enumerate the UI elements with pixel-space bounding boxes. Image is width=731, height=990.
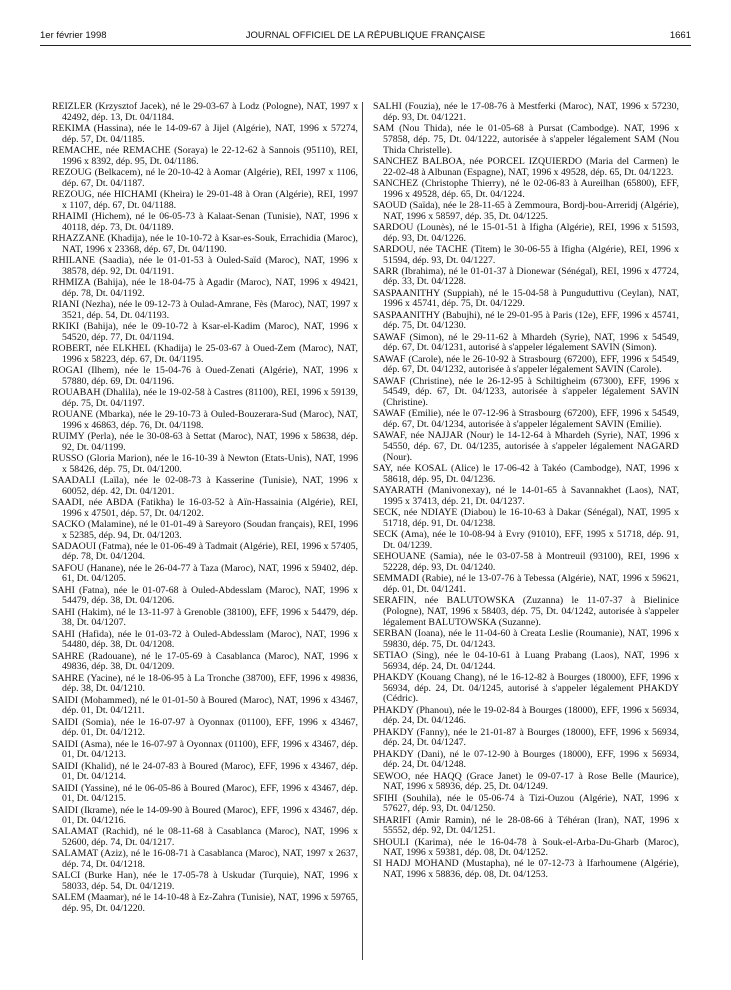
decree-entry: SAY, née KOSAL (Alice) le 17-06-42 à Takéo (Cambodge), NAT, 1996 x 58618, dép. 95, Dt. 04/1236. bbox=[373, 463, 679, 485]
decree-entry: SASPAANITHY (Babujhi), né le 29-01-95 à Paris (12e), EFF, 1996 x 45741, dép. 75, Dt. 04/1230. bbox=[373, 309, 679, 332]
decree-entry: SAIDI (Ikrame), née le 14-09-90 à Boured (Maroc), EFF, 1996 x 43467, dép. 01, Dt. 04/1216. bbox=[52, 804, 358, 827]
decree-entry: SAHRE (Yacine), né le 18-06-95 à La Tronche (38700), EFF, 1996 x 49836, dép. 38, Dt. 04/1210. bbox=[52, 672, 358, 695]
decree-entry: SAWAF (Carole), née le 26-10-92 à Strasbourg (67200), EFF, 1996 x 54549, dép. 67, Dt. 04/1232, autorisée à s'appeler légalement SAVIN (Carole). bbox=[373, 353, 679, 376]
decree-entry: SALAMAT (Aziz), né le 16-08-71 à Casablanca (Maroc), NAT, 1997 x 2637, dép. 74, Dt. 04/1218. bbox=[52, 848, 358, 871]
decree-entry: SFIHI (Souhila), née le 05-06-74 à Tizi-Ouzou (Algérie), NAT, 1996 x 57627, dép. 93, Dt. 04/1250. bbox=[373, 792, 679, 815]
decree-entry: REMACHE, née REMACHE (Soraya) le 22-12-62 à Sannois (95110), REI, 1996 x 8392, dép. 95, Dt. 04/1186. bbox=[52, 144, 358, 167]
decree-entry: SALAMAT (Rachid), né le 08-11-68 à Casablanca (Maroc), NAT, 1996 x 52600, dép. 74, Dt. 04/1217. bbox=[52, 826, 358, 849]
decree-entry: SANCHEZ (Christophe Thierry), né le 02-06-83 à Aureilhan (65800), EFF, 1996 x 49528, dép. 65, Dt. 04/1224. bbox=[373, 177, 679, 200]
decree-entry: SAM (Nou Thida), née le 01-05-68 à Pursat (Cambodge). NAT, 1996 x 57858, dép. 75, Dt. 04/1222, autorisée à s'appeler légalement SAM (Nou Thida Christelle). bbox=[373, 122, 679, 156]
decree-entry: SECK, née NDIAYE (Diabou) le 16-10-63 à Dakar (Sénégal), NAT, 1995 x 51718, dép. 91, Dt. 04/1238. bbox=[373, 507, 679, 529]
decree-entry: SEHOUANE (Samia), née le 03-07-58 à Montreuil (93100), REI, 1996 x 52228, dép. 93, Dt. 04/1240. bbox=[373, 551, 679, 573]
right-column bbox=[373, 102, 679, 962]
decree-entry: SAWAF, née NAJJAR (Nour) le 14-12-64 à Mhardeh (Syrie), NAT, 1996 x 54550, dép. 67, Dt. 04/1235, autorisée à s'appeler légalement NAGARD (Nour). bbox=[373, 430, 679, 463]
decree-entry: SAHI (Hafida), née le 01-03-72 à Ouled-Abdesslam (Maroc), NAT, 1996 x 54480, dép. 38, Dt. 04/1208. bbox=[52, 628, 358, 651]
decree-entry: SAYARATH (Manivonexay), né le 14-01-65 à Savannakhet (Laos), NAT, 1995 x 37413, dép. 21, Dt. 04/1237. bbox=[373, 485, 679, 507]
decree-entry: SAWAF (Simon), né le 29-11-62 à Mhardeh (Syrie), NAT, 1996 x 54549, dép. 67, Dt. 04/1231, autorisé à s'appeler légalement SAVIN (Simon). bbox=[373, 331, 679, 354]
decree-entry: SERBAN (Ioana), née le 11-04-60 à Creata Leslie (Roumanie), NAT, 1996 x 59830, dép. 75, Dt. 04/1243. bbox=[373, 627, 679, 650]
decree-entry: SHARIFI (Amir Ramin), né le 28-08-66 à Téhéran (Iran), NAT, 1996 x 55552, dép. 92, Dt. 04/1251. bbox=[373, 814, 679, 837]
decree-entry: ROBERT, née ELKHEL (Khadija) le 25-03-67 à Oued-Zem (Maroc), NAT, 1996 x 58223, dép. 67, Dt. 04/1195. bbox=[52, 342, 358, 365]
decree-entry: SAWAF (Christine), née le 26-12-95 à Schiltigheim (67300), EFF, 1996 x 54549, dép. 67, Dt. 04/1233, autorisée à s'appeler légalement SAVIN (Christine). bbox=[373, 375, 679, 409]
decree-entry: SALEM (Maamar), né le 14-10-48 à Ez-Zahra (Tunisie), NAT, 1996 x 59765, dép. 95, Dt. 04/1220. bbox=[52, 892, 358, 915]
decree-entry: RHILANE (Saadia), née le 01-01-53 à Ouled-Saïd (Maroc), NAT, 1996 x 38578, dép. 92, Dt. 04/1191. bbox=[52, 254, 358, 277]
decree-entry: ROGAI (Ilhem), née le 15-04-76 à Oued-Zenati (Algérie), NAT, 1996 x 57880, dép. 69, Dt. 04/1196. bbox=[52, 364, 358, 387]
decree-entry: PHAKDY (Fanny), née le 21-01-87 à Bourges (18000), EFF, 1996 x 56934, dép. 24, Dt. 04/1247. bbox=[373, 726, 679, 749]
decree-entry: REIZLER (Krzysztof Jacek), né le 29-03-67 à Lodz (Pologne), NAT, 1997 x 42492, dép. 13, Dt. 04/1184. bbox=[52, 102, 358, 123]
decree-entry: RHAZZANE (Khadija), née le 10-10-72 à Ksar-es-Souk, Errachidia (Maroc), NAT, 1996 x 23368, dép. 67, Dt. 04/1190. bbox=[52, 232, 358, 255]
decree-entry: PHAKDY (Phanou), née le 19-02-84 à Bourges (18000), EFF, 1996 x 56934, dép. 24, Dt. 04/1246. bbox=[373, 704, 679, 727]
decree-entry: SAOUD (Saïda), née le 28-11-65 à Zemmoura, Bordj-bou-Arreridj (Algérie), NAT, 1996 x 58597, dép. 35, Dt. 04/1225. bbox=[373, 199, 679, 222]
header-rule bbox=[40, 45, 691, 46]
decree-entry: RUSSO (Gloria Marion), née le 16-10-39 à Newton (Etats-Unis), NAT, 1996 x 58426, dép. 75, Dt. 04/1200. bbox=[52, 452, 358, 475]
decree-entry: SECK (Ama), née le 10-08-94 à Evry (91010), EFF, 1995 x 51718, dép. 91, Dt. 04/1239. bbox=[373, 529, 679, 551]
decree-entry: RKIKI (Bahija), née le 09-10-72 à Ksar-el-Kadim (Maroc), NAT, 1996 x 54520, dép. 77, Dt. 04/1194. bbox=[52, 320, 358, 343]
decree-entry: SHOULI (Karima), née le 16-04-78 à Souk-el-Arba-Du-Gharb (Maroc), NAT, 1996 x 59381, dép. 08, Dt. 04/1252. bbox=[373, 836, 679, 859]
decree-entry: PHAKDY (Dani), né le 07-12-90 à Bourges (18000), EFF, 1996 x 56934, dép. 24, Dt. 04/1248. bbox=[373, 748, 679, 771]
decree-entry: SARDOU (Lounès), né le 15-01-51 à Ifigha (Algérie), REI, 1996 x 51593, dép. 93, Dt. 04/1226. bbox=[373, 221, 679, 244]
decree-entry: SAHI (Hakim), né le 13-11-97 à Grenoble (38100), EFF, 1996 x 54479, dép. 38, Dt. 04/1207. bbox=[52, 606, 358, 629]
decree-entry: SETIAO (Sing), née le 04-10-61 à Luang Prabang (Laos), NAT, 1996 x 56934, dép. 24, Dt. 04/1244. bbox=[373, 649, 679, 672]
decree-entry: SAHRE (Radouane), né le 17-05-69 à Casablanca (Maroc), NAT, 1996 x 49836, dép. 38, Dt. 04/1209. bbox=[52, 650, 358, 673]
decree-entry: SAADALI (Laïla), née le 02-08-73 à Kasserine (Tunisie), NAT, 1996 x 60052, dép. 42, Dt. 04/1201. bbox=[52, 474, 358, 497]
decree-entry: SAIDI (Khalid), né le 24-07-83 à Boured (Maroc), EFF, 1996 x 43467, dép. 01, Dt. 04/1214. bbox=[52, 760, 358, 783]
entries-columns bbox=[40, 102, 691, 962]
decree-entry: SACKO (Malamine), né le 01-01-49 à Sareyoro (Soudan français), REI, 1996 x 52385, dép. 94, Dt. 04/1203. bbox=[52, 518, 358, 541]
decree-entry: SAFOU (Hanane), née le 26-04-77 à Taza (Maroc), NAT, 1996 x 59402, dép. 61, Dt. 04/1205. bbox=[52, 562, 358, 585]
header-title: JOURNAL OFFICIEL DE LA RÉPUBLIQUE FRANÇAISE bbox=[245, 30, 486, 41]
decree-entry: SAWAF (Emilie), née le 07-12-96 à Strasbourg (67200), EFF, 1996 x 54549, dép. 67, Dt. 04/1234, autorisée à s'appeler légalement SAVIN (Emilie). bbox=[373, 408, 679, 431]
decree-entry: ROUABAH (Dhalila), née le 19-02-58 à Castres (81100), REI, 1996 x 59139, dép. 75, Dt. 04/1197. bbox=[52, 386, 358, 409]
decree-entry: SAIDI (Yassine), né le 06-05-86 à Boured (Maroc), EFF, 1996 x 43467, dép. 01, Dt. 04/1215. bbox=[52, 782, 358, 805]
column-divider bbox=[362, 102, 363, 960]
decree-entry: RHMIZA (Bahija), née le 18-04-75 à Agadir (Maroc), NAT, 1996 x 49421, dép. 78, Dt. 04/1192. bbox=[52, 276, 358, 299]
decree-entry: SERAFIN, née BALUTOWSKA (Zuzanna) le 11-07-37 à Bielinice (Pologne), NAT, 1996 x 58403, dép. 75, Dt. 04/1242, autorisée à s'appeler légalement BALUTOWSKA (Suzanne). bbox=[373, 595, 679, 628]
left-column bbox=[52, 102, 358, 962]
decree-entry: SALCI (Burke Han), née le 17-05-78 à Uskudar (Turquie), NAT, 1996 x 58033, dép. 54, Dt. 04/1219. bbox=[52, 870, 358, 893]
header-date: 1er février 1998 bbox=[40, 30, 107, 41]
decree-entry: SEWOO, née HAQQ (Grace Janet) le 09-07-17 à Rose Belle (Maurice), NAT, 1996 x 58936, dép. 25, Dt. 04/1249. bbox=[373, 770, 679, 793]
decree-entry: RHAIMI (Hichem), né le 06-05-73 à Kalaat-Senan (Tunisie), NAT, 1996 x 40118, dép. 73, Dt. 04/1189. bbox=[52, 210, 358, 233]
decree-entry: RUIMY (Perla), née le 30-08-63 à Settat (Maroc), NAT, 1996 x 58638, dép. 92, Dt. 04/1199. bbox=[52, 430, 358, 453]
decree-entry: SADAOUI (Fatma), née le 01-06-49 à Tadmait (Algérie), REI, 1996 x 57405, dép. 78, Dt. 04/1204. bbox=[52, 540, 358, 563]
decree-entry: SAADI, née ABDA (Fatikha) le 16-03-52 à Aïn-Hassainia (Algérie), REI, 1996 x 47501, dép. 57, Dt. 04/1202. bbox=[52, 496, 358, 519]
decree-entry: REZOUG, née HICHAMI (Kheira) le 29-01-48 à Oran (Algérie), REI, 1997 x 1107, dép. 67, Dt. 04/1188. bbox=[52, 188, 358, 211]
decree-entry: SAIDI (Mohammed), né le 01-01-50 à Boured (Maroc), NAT, 1996 x 43467, dép. 01, Dt. 04/1211. bbox=[52, 694, 358, 717]
decree-entry: SARDOU, née TACHE (Titem) le 30-06-55 à Ifigha (Algérie), REI, 1996 x 51594, dép. 93, Dt. 04/1227. bbox=[373, 243, 679, 266]
decree-entry: REKIMA (Hassina), née le 14-09-67 à Jijel (Algérie), NAT, 1996 x 57274, dép. 57, Dt. 04/1185. bbox=[52, 122, 358, 145]
page-number: 1661 bbox=[669, 30, 691, 41]
decree-entry: SAIDI (Asma), née le 16-07-97 à Oyonnax (01100), EFF, 1996 x 43467, dép. 01, Dt. 04/1213. bbox=[52, 738, 358, 761]
decree-entry: SANCHEZ BALBOA, née PORCEL IZQUIERDO (Maria del Carmen) le 22-02-48 à Albunan (Espagne), NAT, 1996 x 49528, dép. 65, Dt. 04/1223. bbox=[373, 155, 679, 178]
decree-entry: RIANI (Nezha), née le 09-12-73 à Oulad-Amrane, Fès (Maroc), NAT, 1997 x 3521, dép. 54, Dt. 04/1193. bbox=[52, 298, 358, 321]
decree-entry: ROUANE (Mbarka), née le 29-10-73 à Ouled-Bouzerara-Sud (Maroc), NAT, 1996 x 46863, dép. 76, Dt. 04/1198. bbox=[52, 408, 358, 431]
decree-entry: SAIDI (Somia), née le 16-07-97 à Oyonnax (01100), EFF, 1996 x 43467, dép. 01, Dt. 04/1212. bbox=[52, 716, 358, 739]
decree-entry: SARR (Ibrahima), né le 01-01-37 à Dionewar (Sénégal), REI, 1996 x 47724, dép. 33, Dt. 04/1228. bbox=[373, 265, 679, 288]
decree-entry: SI HADJ MOHAND (Mustapha), né le 07-12-73 à Ifarhoumene (Algérie), NAT, 1996 x 58836, dép. 08, Dt. 04/1253. bbox=[373, 858, 679, 881]
decree-entry: REZOUG (Belkacem), né le 20-10-42 à Aomar (Algérie), REI, 1997 x 1106, dép. 67, Dt. 04/1187. bbox=[52, 166, 358, 189]
decree-entry: SAHI (Fatna), née le 01-07-68 à Ouled-Abdesslam (Maroc), NAT, 1996 x 54479, dép. 38, Dt. 04/1206. bbox=[52, 584, 358, 607]
decree-entry: PHAKDY (Kouang Chang), né le 16-12-82 à Bourges (18000), EFF, 1996 x 56934, dép. 24, Dt. 04/1245, autorisé à s'appeler légalement PHAKDY (Cédric). bbox=[373, 671, 679, 705]
decree-entry: SASPAANITHY (Suppiah), né le 15-04-58 à Punguduttivu (Ceylan), NAT, 1996 x 45741, dép. 75, Dt. 04/1229. bbox=[373, 287, 679, 310]
page-header bbox=[40, 30, 691, 44]
decree-entry: SALHI (Fouzia), née le 17-08-76 à Mestferki (Maroc), NAT, 1996 x 57230, dép. 93, Dt. 04/1221. bbox=[373, 102, 679, 123]
decree-entry: SEMMADI (Rabie), né le 13-07-76 à Tebessa (Algérie), NAT, 1996 x 59621, dép. 01, Dt. 04/1241. bbox=[373, 573, 679, 595]
